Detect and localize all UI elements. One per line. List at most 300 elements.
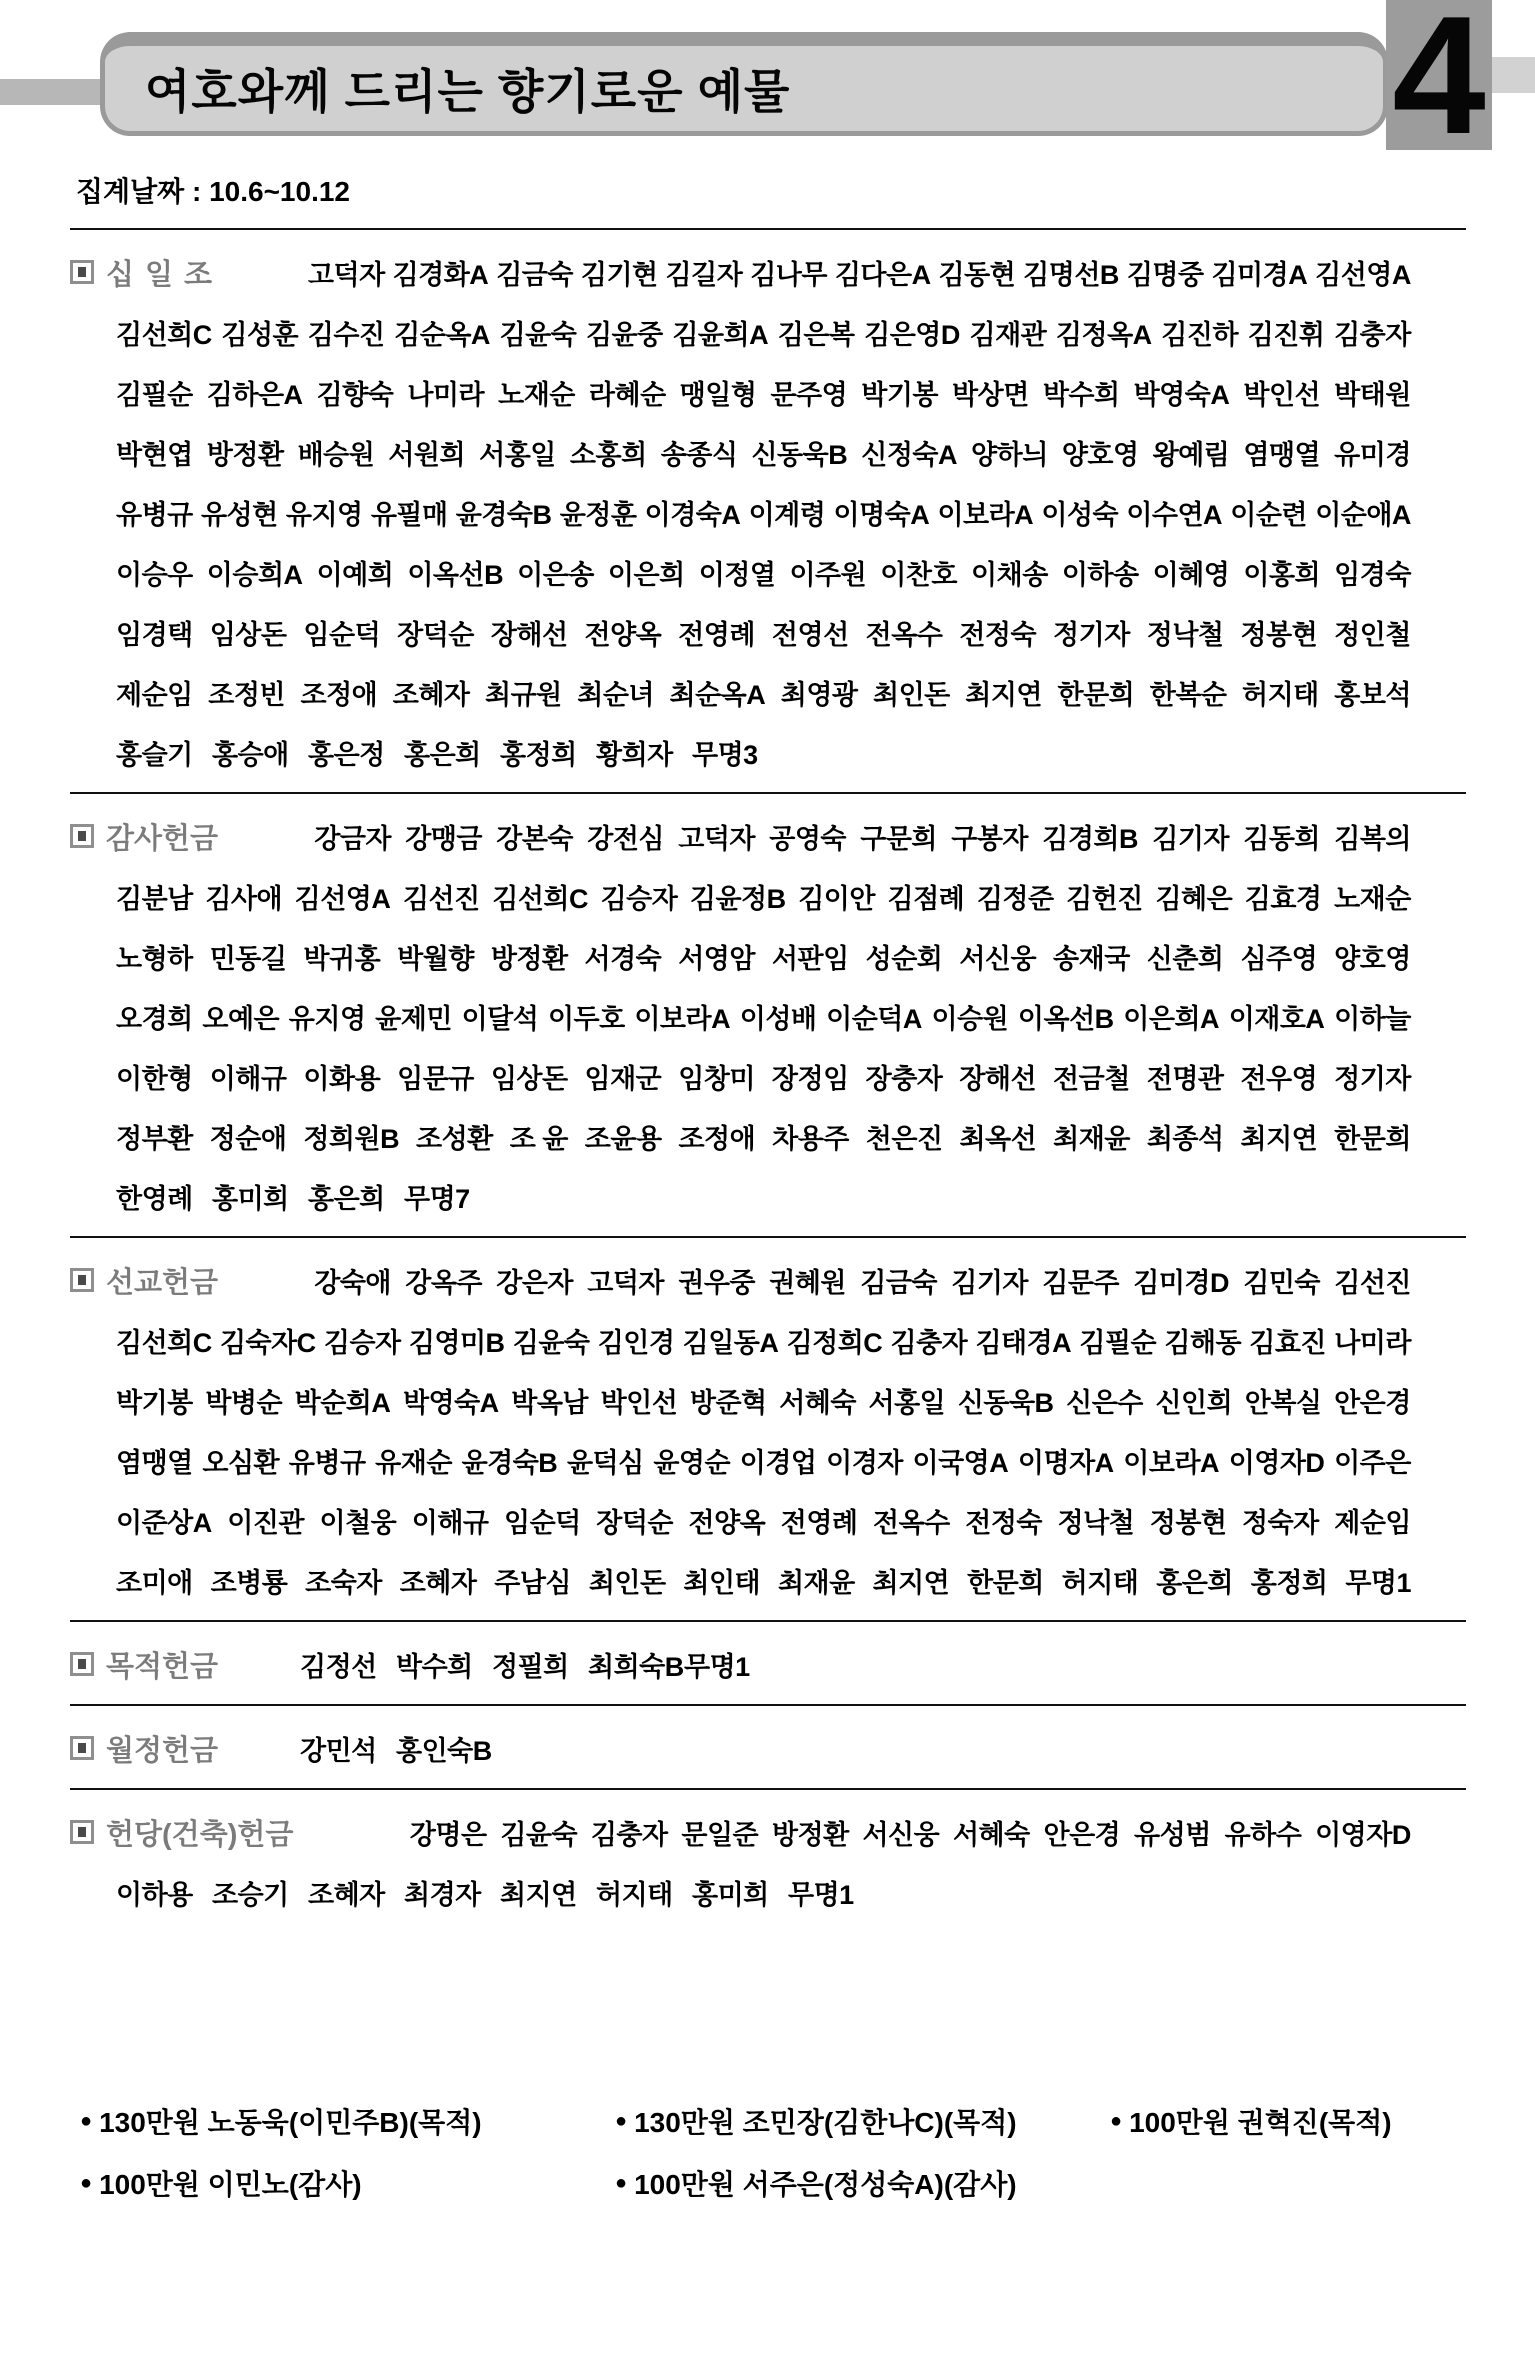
- section-square-icon: [70, 1652, 94, 1676]
- donor-name: 서혜숙: [952, 1819, 1030, 1850]
- donor-name: 나미라: [1334, 1327, 1411, 1358]
- donor-name: 무명1: [788, 1879, 854, 1910]
- donor-name: 안은경: [1334, 1387, 1411, 1418]
- section-label: [70, 1812, 396, 1853]
- donor-name: 권혜원: [769, 1267, 846, 1298]
- donor-name: 전명관: [1146, 1063, 1224, 1094]
- donor-name: 김승자: [600, 883, 678, 914]
- donor-name: 차용주: [772, 1123, 849, 1154]
- donor-name: 김윤정B: [689, 883, 786, 914]
- donor-name: 전영선: [771, 619, 849, 650]
- donor-name: 홍은희: [1156, 1567, 1233, 1598]
- donor-name: 이화용: [303, 1063, 381, 1094]
- donor-name: 이준상A: [116, 1507, 212, 1538]
- donor-name: 이계령: [748, 499, 826, 530]
- donor-row: [70, 1370, 1466, 1430]
- donor-name: 최순녀: [577, 679, 654, 710]
- donor-name: 구문희: [860, 823, 937, 854]
- bullet-icon: ●: [615, 2172, 628, 2194]
- donor-name: 이경업: [739, 1447, 817, 1478]
- donor-name: 유재순: [375, 1447, 452, 1478]
- donor-name: 장해선: [959, 1063, 1037, 1094]
- donor-name: 신동욱B: [751, 439, 848, 470]
- donor-name: 이순덕A: [826, 1003, 922, 1034]
- donor-name: 최영광: [780, 679, 858, 710]
- donor-name: 이은희: [607, 559, 685, 590]
- donor-name: 김향숙: [316, 379, 394, 410]
- donor-name: 김선진: [1334, 1267, 1411, 1298]
- donor-name: 이예희: [316, 559, 394, 590]
- section-square-icon-inner: [78, 831, 86, 841]
- section-십일조: [70, 228, 1466, 792]
- section-square-icon: [70, 260, 94, 284]
- donor-name: 이채송: [971, 559, 1048, 590]
- donor-name: 홍미희: [692, 1879, 769, 1910]
- donor-name: 정봉현: [1240, 619, 1318, 650]
- donor-name: 김윤숙: [499, 319, 577, 350]
- donor-name: 이두호: [547, 1003, 625, 1034]
- donor-name: 김민숙: [1243, 1267, 1320, 1298]
- donor-name: 이해규: [411, 1507, 489, 1538]
- section-label-text: 목적헌금: [106, 1650, 219, 1683]
- donor-name: 정기자: [1053, 619, 1130, 650]
- donor-name: 김정선: [300, 1651, 377, 1682]
- bullet-icon: ●: [615, 2110, 628, 2132]
- donor-name: 이하늘: [1334, 1003, 1411, 1034]
- donor-name: 강전심: [587, 823, 664, 854]
- donor-row: [70, 662, 1466, 722]
- donor-name: 신춘희: [1146, 943, 1224, 974]
- donor-name: 구봉자: [951, 823, 1028, 854]
- donor-row: [70, 806, 1466, 866]
- section-label: [70, 1728, 300, 1769]
- donor-row: [70, 926, 1466, 986]
- donor-row: [70, 302, 1466, 362]
- donor-name: 김동현: [938, 259, 1016, 290]
- donor-name: 최순옥A: [669, 679, 766, 710]
- donor-name: 이보라A: [634, 1003, 731, 1034]
- donor-name: 김윤중: [585, 319, 663, 350]
- donor-row: [70, 362, 1466, 422]
- donor-name: 김윤희A: [672, 319, 769, 350]
- donor-name: 김기자: [1152, 823, 1229, 854]
- donor-name: 조승기: [212, 1879, 289, 1910]
- donor-name: 최재윤: [777, 1567, 855, 1598]
- right-gray-band: [1490, 57, 1535, 93]
- donor-name: 무명1: [1345, 1567, 1411, 1598]
- donor-name: 최규원: [485, 679, 562, 710]
- donor-name: 조병룡: [210, 1567, 288, 1598]
- donor-name: 정숙자: [1242, 1507, 1319, 1538]
- donor-name: 김해동: [1164, 1327, 1242, 1358]
- donor-name: 정인철: [1334, 619, 1411, 650]
- donor-name: 이성숙: [1041, 499, 1119, 530]
- donor-row: [70, 722, 1466, 782]
- donor-name: 김성훈: [221, 319, 299, 350]
- donor-row: [70, 986, 1466, 1046]
- donor-name: 정낙철: [1146, 619, 1224, 650]
- donor-name: 김순옥A: [394, 319, 490, 350]
- donor-name: 임상돈: [490, 1063, 568, 1094]
- donor-name: 홍인숙B: [396, 1735, 492, 1766]
- donor-name: 전정숙: [965, 1507, 1042, 1538]
- donor-name: 박태원: [1334, 379, 1411, 410]
- tally-date: 집계날짜 : 10.6~10.12: [76, 176, 350, 207]
- donor-name: 최경자: [404, 1879, 481, 1910]
- section-square-icon: [70, 824, 94, 848]
- donor-row: [70, 1250, 1466, 1310]
- donor-name: 강본숙: [496, 823, 573, 854]
- donor-name: 이찬호: [880, 559, 957, 590]
- donor-name: 방준혁: [689, 1387, 767, 1418]
- donor-name: 강은자: [496, 1267, 573, 1298]
- donor-name: 안복실: [1244, 1387, 1322, 1418]
- donor-name: 김선진: [402, 883, 480, 914]
- section-목적헌금: [70, 1620, 1466, 1704]
- donor-name: 양호영: [1334, 943, 1411, 974]
- donor-name: 조 윤: [509, 1123, 568, 1154]
- donor-name: 문일준: [681, 1819, 759, 1850]
- donor-name: 이진관: [227, 1507, 304, 1538]
- donor-name: 김선영A: [294, 883, 391, 914]
- donor-name: 임순덕: [303, 619, 381, 650]
- donor-name: 김명중: [1126, 259, 1204, 290]
- donor-name: 한복순: [1149, 679, 1227, 710]
- donor-name: 김미경A: [1211, 259, 1308, 290]
- donor-name: 김진휘: [1247, 319, 1325, 350]
- donor-name: 김금숙: [496, 259, 573, 290]
- note-column: [1110, 2090, 1466, 2214]
- donor-name: 김충자: [1334, 319, 1411, 350]
- donor-name: 김충자: [890, 1327, 968, 1358]
- donor-name: 민동길: [209, 943, 287, 974]
- donor-name: 이명자A: [1017, 1447, 1114, 1478]
- donor-name: 최인돈: [588, 1567, 666, 1598]
- left-gray-band: [0, 79, 106, 105]
- donor-name: 송재국: [1053, 943, 1130, 974]
- donor-name: 오예은: [202, 1003, 280, 1034]
- donor-name: 김은복: [777, 319, 855, 350]
- section-label: [70, 252, 300, 293]
- donor-row: [70, 482, 1466, 542]
- donor-name: 김일동A: [682, 1327, 779, 1358]
- donor-row: [70, 1490, 1466, 1550]
- donor-row: [70, 1310, 1466, 1370]
- donor-name: 이국영A: [912, 1447, 1009, 1478]
- donor-name: 박옥남: [511, 1387, 588, 1418]
- donor-name: 박순희A: [294, 1387, 391, 1418]
- donor-name: 서홍일: [868, 1387, 946, 1418]
- donor-name: 이철웅: [319, 1507, 397, 1538]
- donor-name: 박인선: [1243, 379, 1321, 410]
- donor-name: 김정준: [976, 883, 1054, 914]
- donor-name: 신동욱B: [957, 1387, 1054, 1418]
- donor-name: 이은희A: [1123, 1003, 1220, 1034]
- donor-row: [70, 422, 1466, 482]
- donor-name: 유필매: [370, 499, 448, 530]
- donor-name: 김진하: [1161, 319, 1239, 350]
- donor-name: 김하은A: [206, 379, 303, 410]
- donor-name: 김기현: [580, 259, 658, 290]
- donor-name: 장정임: [771, 1063, 849, 1094]
- note-text: 100만원 서주은(정성숙A)(감사): [634, 2169, 1017, 2200]
- donor-name: 유병규: [116, 499, 193, 530]
- donor-name: 허지태: [1061, 1567, 1139, 1598]
- donor-name: 조성환: [416, 1123, 493, 1154]
- donor-name: 방정환: [771, 1819, 849, 1850]
- donor-name: 김숙자C: [219, 1327, 316, 1358]
- donor-name: 김인경: [597, 1327, 675, 1358]
- donor-name: 이경숙A: [644, 499, 741, 530]
- note-text: 130만원 조민장(김한나C)(목적): [634, 2107, 1017, 2138]
- donor-name: 김경화A: [392, 259, 489, 290]
- donor-name: 강명은: [409, 1819, 487, 1850]
- special-offering-notes: [80, 2090, 1466, 2214]
- section-label-text: 십일조: [106, 258, 224, 291]
- donor-name: 전양옥: [688, 1507, 766, 1538]
- donor-name: 이명숙A: [833, 499, 930, 530]
- donor-name: 서원희: [388, 439, 466, 470]
- section-label-text: 감사헌금: [106, 822, 219, 855]
- donor-name: 정봉현: [1149, 1507, 1227, 1538]
- donor-name: 박인선: [600, 1387, 678, 1418]
- donor-name: 전우영: [1240, 1063, 1318, 1094]
- note-text: 100만원 이민노(감사): [99, 2169, 362, 2200]
- donor-name: 유하수: [1224, 1819, 1302, 1850]
- donor-name: 김이안: [798, 883, 875, 914]
- donor-name: 이정열: [698, 559, 776, 590]
- donor-name: 라혜순: [588, 379, 666, 410]
- donor-row: [70, 1106, 1466, 1166]
- donor-name: 윤경숙B: [461, 1447, 558, 1478]
- donor-name: 박기봉: [116, 1387, 193, 1418]
- donor-name: 임경택: [116, 619, 193, 650]
- donor-name: 이하용: [116, 1879, 193, 1910]
- donor-name: 신은수: [1066, 1387, 1143, 1418]
- donor-name: 김정옥A: [1055, 319, 1152, 350]
- donor-name: 홍은희: [308, 1183, 385, 1214]
- donor-name: 노형하: [116, 943, 193, 974]
- donor-name: 허지태: [596, 1879, 673, 1910]
- section-label-text: 선교헌금: [106, 1266, 219, 1299]
- donor-name: 서경숙: [584, 943, 662, 974]
- donor-name: 김수진: [307, 319, 385, 350]
- donor-name: 조혜자: [392, 679, 470, 710]
- donor-name: 강맹금: [405, 823, 482, 854]
- note-text: 130만원 노동욱(이민주B)(목적): [99, 2107, 482, 2138]
- donor-name: 김분남: [116, 883, 193, 914]
- section-square-icon: [70, 1268, 94, 1292]
- donor-name: 김경희B: [1042, 823, 1138, 854]
- donor-row: [70, 1862, 1466, 1922]
- donor-row: [70, 1166, 1466, 1226]
- donor-name: 김태경A: [975, 1327, 1072, 1358]
- donor-name: 김동희: [1243, 823, 1320, 854]
- section-label-text: 월정헌금: [106, 1734, 219, 1767]
- donor-name: 방정환: [206, 439, 284, 470]
- section-square-icon: [70, 1736, 94, 1760]
- donor-name: 김영미B: [408, 1327, 505, 1358]
- donor-name: 김필순: [116, 379, 193, 410]
- donor-name: 무명1: [684, 1651, 750, 1682]
- note-line: [1110, 2090, 1466, 2152]
- donor-name: 이은송: [517, 559, 594, 590]
- donor-name: 윤영순: [653, 1447, 731, 1478]
- note-text: 100만원 권혁진(목적): [1129, 2107, 1392, 2138]
- donor-name: 한영례: [116, 1183, 193, 1214]
- donor-name: 김선영A: [1315, 259, 1411, 290]
- donor-name: 조정빈: [208, 679, 285, 710]
- donor-name: 정기자: [1334, 1063, 1411, 1094]
- donor-name: 황희자: [596, 739, 673, 770]
- donor-name: 유성범: [1134, 1819, 1211, 1850]
- donor-name: 이승희A: [206, 559, 303, 590]
- donor-name: 홍은정: [308, 739, 385, 770]
- donor-name: 노재순: [1334, 883, 1411, 914]
- donor-name: 최종석: [1146, 1123, 1224, 1154]
- donor-name: 조정애: [678, 1123, 756, 1154]
- page-number-block: [1386, 0, 1492, 169]
- note-line: [615, 2090, 1110, 2152]
- donor-name: 권우중: [678, 1267, 755, 1298]
- donor-name: 소홍희: [569, 439, 647, 470]
- donor-name: 김명선B: [1023, 259, 1119, 290]
- donor-name: 전옥수: [873, 1507, 950, 1538]
- section-헌당(건축)헌금: [70, 1788, 1466, 1932]
- donor-row: [70, 1718, 1466, 1778]
- note-line: [80, 2090, 615, 2152]
- donor-row: [70, 866, 1466, 926]
- donor-name: 한문희: [1334, 1123, 1411, 1154]
- donor-name: 염맹열: [1243, 439, 1321, 470]
- donor-name: 유지영: [288, 1003, 366, 1034]
- donor-name: 홍보석: [1334, 679, 1411, 710]
- donor-name: 김윤숙: [500, 1819, 578, 1850]
- donor-name: 강옥주: [405, 1267, 482, 1298]
- donor-name: 신인희: [1155, 1387, 1233, 1418]
- donor-name: 고덕자: [307, 259, 385, 290]
- donor-name: 최지연: [965, 679, 1042, 710]
- donor-name: 김선희C: [116, 1327, 212, 1358]
- donor-name: 김재관: [969, 319, 1047, 350]
- donor-name: 이순애A: [1315, 499, 1411, 530]
- section-square-icon-inner: [78, 1827, 86, 1837]
- donor-name: 박수희: [1042, 379, 1120, 410]
- donor-row: [70, 602, 1466, 662]
- section-square-icon-inner: [78, 1659, 86, 1669]
- donor-name: 유지영: [285, 499, 363, 530]
- donor-name: 유미경: [1334, 439, 1411, 470]
- donor-name: 정희원B: [303, 1123, 400, 1154]
- donor-name: 이옥선B: [407, 559, 504, 590]
- section-square-icon-inner: [78, 267, 86, 277]
- donor-name: 배승원: [297, 439, 375, 470]
- donor-name: 신정숙A: [861, 439, 957, 470]
- donor-name: 장덕순: [397, 619, 474, 650]
- donor-name: 조미애: [116, 1567, 193, 1598]
- section-선교헌금: [70, 1236, 1466, 1620]
- donor-name: 임창미: [678, 1063, 755, 1094]
- donor-name: 서신웅: [959, 943, 1037, 974]
- donor-row: [70, 1550, 1466, 1610]
- donor-name: 방정환: [490, 943, 568, 974]
- donor-name: 박영숙A: [1133, 379, 1230, 410]
- donor-name: 이홍희: [1243, 559, 1321, 590]
- donor-name: 윤덕심: [566, 1447, 644, 1478]
- bullet-icon: ●: [80, 2110, 93, 2132]
- donor-name: 홍정희: [1250, 1567, 1328, 1598]
- donor-name: 홍은희: [404, 739, 481, 770]
- donor-name: 조혜자: [308, 1879, 385, 1910]
- donor-name: 이경자: [826, 1447, 903, 1478]
- donor-name: 전옥수: [865, 619, 943, 650]
- donor-name: 전정숙: [959, 619, 1037, 650]
- donor-name: 허지태: [1242, 679, 1319, 710]
- donor-name: 장덕순: [596, 1507, 673, 1538]
- donor-name: 김정희C: [786, 1327, 883, 1358]
- donor-name: 고덕자: [587, 1267, 664, 1298]
- donor-name: 이보라A: [937, 499, 1034, 530]
- donor-name: 오경희: [116, 1003, 193, 1034]
- donor-name: 심주영: [1240, 943, 1318, 974]
- donor-name: 임상돈: [209, 619, 287, 650]
- donor-name: 조혜자: [399, 1567, 477, 1598]
- donor-name: 이보라A: [1123, 1447, 1220, 1478]
- donor-name: 최옥선: [959, 1123, 1037, 1154]
- donor-name: 김나무: [750, 259, 827, 290]
- donor-name: 박현엽: [116, 439, 193, 470]
- donor-name: 최지연: [500, 1879, 577, 1910]
- section-square-icon: [70, 1820, 94, 1844]
- donor-name: 김승자: [323, 1327, 401, 1358]
- section-감사헌금: [70, 792, 1466, 1236]
- donor-name: 김선희C: [492, 883, 588, 914]
- donor-name: 김미경D: [1133, 1267, 1229, 1298]
- donor-name: 임재군: [584, 1063, 662, 1094]
- donor-name: 최지연: [1240, 1123, 1318, 1154]
- donor-name: 안은경: [1043, 1819, 1121, 1850]
- title-box: [100, 32, 1388, 136]
- donor-name: 김은영D: [864, 319, 960, 350]
- donor-name: 무명3: [692, 739, 758, 770]
- donor-row: [70, 542, 1466, 602]
- donor-name: 이성배: [739, 1003, 817, 1034]
- donor-name: 제순임: [116, 679, 193, 710]
- donor-name: 서혜숙: [779, 1387, 856, 1418]
- donor-name: 임경숙: [1334, 559, 1411, 590]
- donor-name: 서신웅: [862, 1819, 940, 1850]
- donor-name: 염맹열: [116, 1447, 193, 1478]
- donor-name: 주남심: [494, 1567, 571, 1598]
- donor-name: 홍슬기: [116, 739, 193, 770]
- offering-sections: [70, 228, 1466, 2214]
- donor-name: 장해선: [490, 619, 568, 650]
- donor-name: 윤경숙B: [455, 499, 552, 530]
- donor-name: 박귀홍: [303, 943, 381, 974]
- donor-name: 오심환: [202, 1447, 280, 1478]
- donor-name: 김효경: [1244, 883, 1322, 914]
- donor-name: 송종식: [660, 439, 738, 470]
- donor-name: 유성현: [200, 499, 278, 530]
- donor-name: 김선희C: [116, 319, 212, 350]
- section-월정헌금: [70, 1704, 1466, 1788]
- donor-name: 이달석: [461, 1003, 539, 1034]
- donor-name: 조윤용: [584, 1123, 662, 1154]
- donor-name: 문주영: [770, 379, 848, 410]
- donor-name: 유병규: [288, 1447, 366, 1478]
- donor-name: 윤제민: [375, 1003, 452, 1034]
- donor-name: 조숙자: [305, 1567, 382, 1598]
